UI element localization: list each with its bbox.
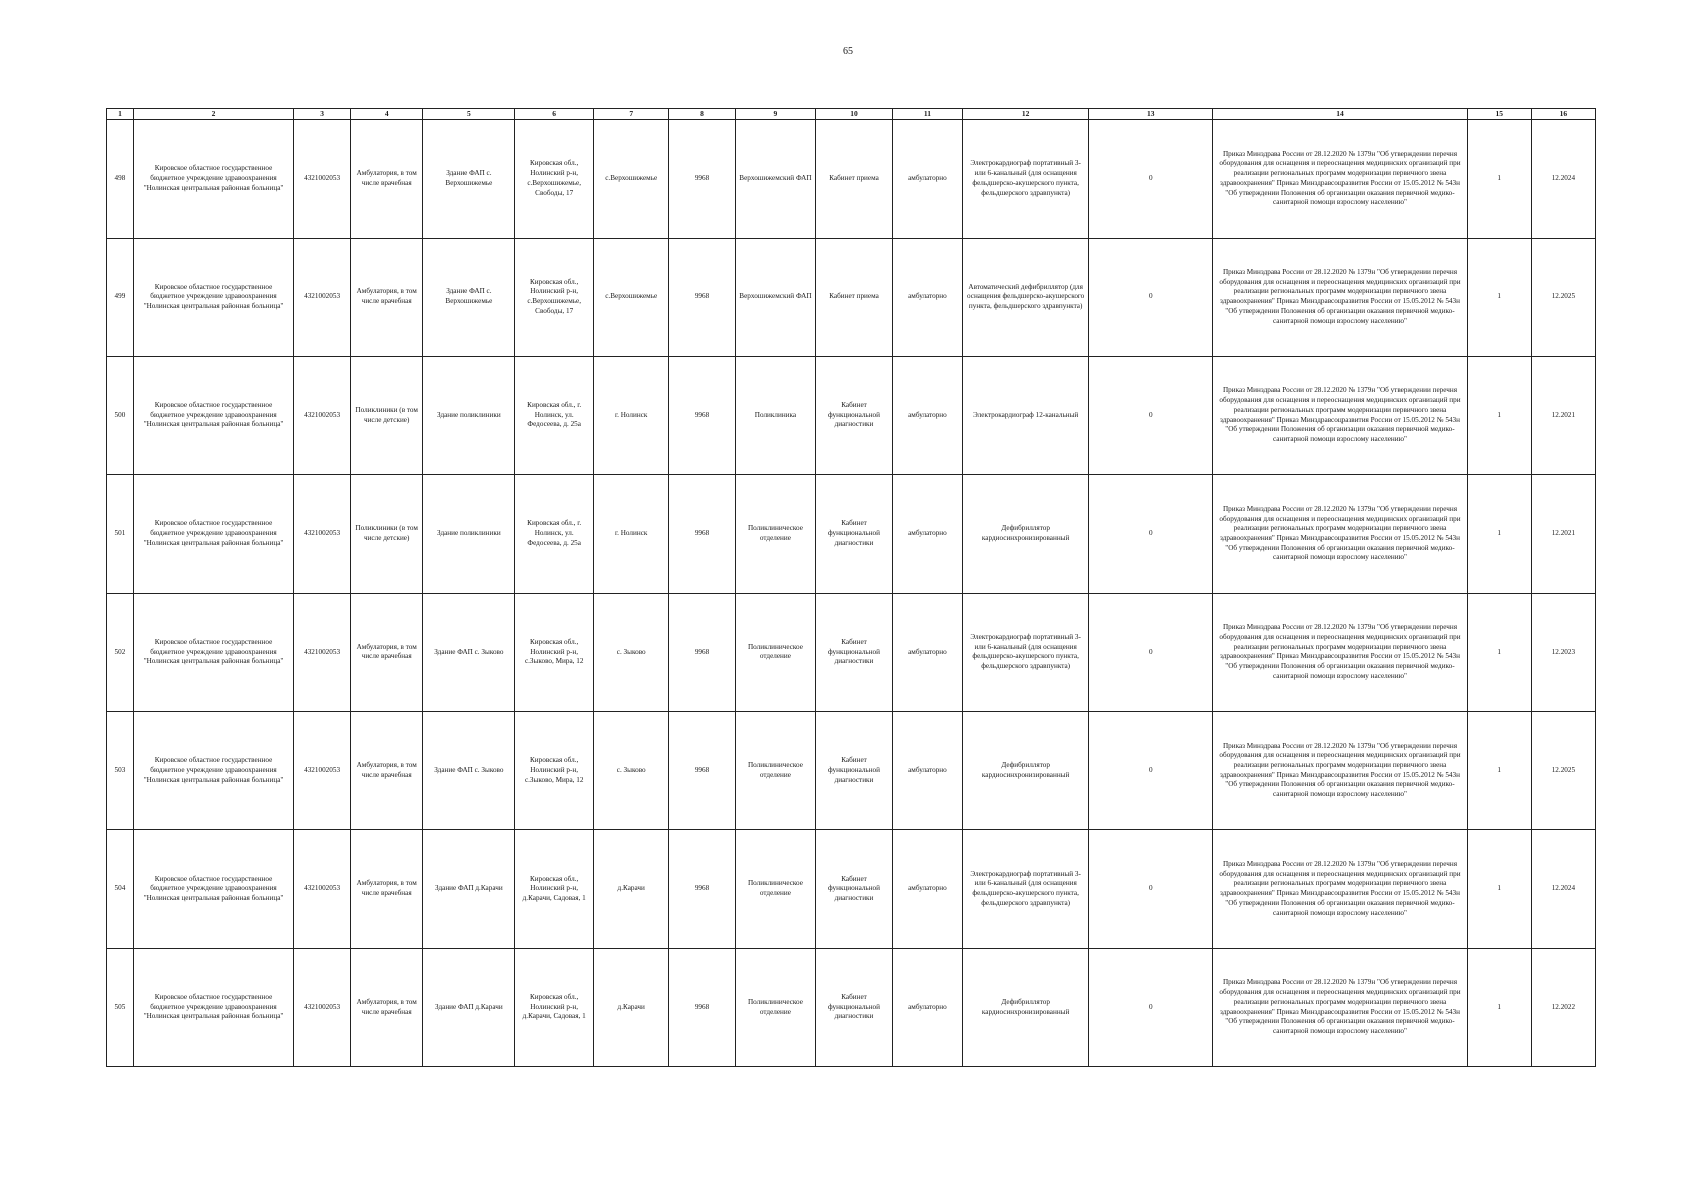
inn-cell: 4321002053 <box>294 593 351 711</box>
column-header: 10 <box>816 109 893 120</box>
settlement-cell: с. Зыково <box>593 593 668 711</box>
quantity-cell: 1 <box>1467 120 1531 238</box>
column-header: 16 <box>1531 109 1595 120</box>
row-number: 501 <box>107 475 134 593</box>
address-cell: Кировская обл., Нолинский р-н, с.Зыково, Мира, 12 <box>515 593 594 711</box>
room-cell: Кабинет функциональной диагностики <box>816 475 893 593</box>
mode-cell: амбулаторно <box>892 948 962 1066</box>
unit-cell: Поликлиническое отделение <box>735 948 816 1066</box>
inn-cell: 4321002053 <box>294 475 351 593</box>
table-row <box>107 356 1596 474</box>
building-cell: Здание ФАП д.Карачи <box>423 830 515 948</box>
row-number: 500 <box>107 356 134 474</box>
room-cell: Кабинет функциональной диагностики <box>816 712 893 830</box>
address-cell: Кировская обл., Нолинский р-н, д.Карачи, Садовая, 1 <box>515 948 594 1066</box>
table-row <box>107 948 1596 1066</box>
facility-type-cell: Поликлиники (в том числе детские) <box>351 356 423 474</box>
table-row <box>107 712 1596 830</box>
facility-type-cell: Амбулатория, в том числе врачебная <box>351 238 423 356</box>
mode-cell: амбулаторно <box>892 830 962 948</box>
unit-cell: Верхошижемский ФАП <box>735 238 816 356</box>
organization-cell: Кировское областное государственное бюджетное учреждение здравоохранения "Нолинская центральная районная больница" <box>133 475 293 593</box>
organization-cell: Кировское областное государственное бюджетное учреждение здравоохранения "Нолинская центральная районная больница" <box>133 120 293 238</box>
legal-basis-cell: Приказ Минздрава России от 28.12.2020 № 1379н "Об утверждении перечня оборудования для оснащения и переоснащения медицинских организаций при реализации региональных программ модернизации первичного звена здравоохранения" Приказ Минздравсоцразвития России от 15.05.2012 № 543н "Об утверждении Положения об организации оказания первичной медико-санитарной помощи взрослому населению" <box>1213 356 1467 474</box>
row-number: 498 <box>107 120 134 238</box>
room-cell: Кабинет функциональной диагностики <box>816 830 893 948</box>
quantity-cell: 1 <box>1467 948 1531 1066</box>
quantity-cell: 1 <box>1467 475 1531 593</box>
room-cell: Кабинет функциональной диагностики <box>816 593 893 711</box>
mode-cell: амбулаторно <box>892 712 962 830</box>
inn-cell: 4321002053 <box>294 238 351 356</box>
quantity-cell: 1 <box>1467 830 1531 948</box>
mode-cell: амбулаторно <box>892 475 962 593</box>
row-number: 503 <box>107 712 134 830</box>
column-header: 14 <box>1213 109 1467 120</box>
equipment-cell: Электрокардиограф 12-канальный <box>963 356 1089 474</box>
inn-cell: 4321002053 <box>294 948 351 1066</box>
room-cell: Кабинет приема <box>816 120 893 238</box>
column-13-cell: 0 <box>1089 356 1213 474</box>
column-header: 11 <box>892 109 962 120</box>
header-row <box>107 109 1596 120</box>
unit-cell: Поликлиническое отделение <box>735 475 816 593</box>
row-number: 499 <box>107 238 134 356</box>
equipment-cell: Дефибриллятор кардиосинхронизированный <box>963 948 1089 1066</box>
building-cell: Здание ФАП с. Верхошижемье <box>423 120 515 238</box>
code-cell: 9968 <box>669 475 735 593</box>
equipment-table <box>106 108 1596 1067</box>
table-row <box>107 475 1596 593</box>
legal-basis-cell: Приказ Минздрава России от 28.12.2020 № 1379н "Об утверждении перечня оборудования для оснащения и переоснащения медицинских организаций при реализации региональных программ модернизации первичного звена здравоохранения" Приказ Минздравсоцразвития России от 15.05.2012 № 543н "Об утверждении Положения об организации оказания первичной медико-санитарной помощи взрослому населению" <box>1213 712 1467 830</box>
facility-type-cell: Амбулатория, в том числе врачебная <box>351 593 423 711</box>
column-header: 3 <box>294 109 351 120</box>
settlement-cell: с.Верхошижемье <box>593 120 668 238</box>
row-number: 504 <box>107 830 134 948</box>
address-cell: Кировская обл., Нолинский р-н, с.Верхошижемье, Свободы, 17 <box>515 120 594 238</box>
column-13-cell: 0 <box>1089 948 1213 1066</box>
column-13-cell: 0 <box>1089 712 1213 830</box>
date-cell: 12.2024 <box>1531 120 1595 238</box>
quantity-cell: 1 <box>1467 356 1531 474</box>
equipment-cell: Электрокардиограф портативный 3- или 6-канальный (для оснащения фельдшерско-акушерского пункта, фельдшерского здравпункта) <box>963 593 1089 711</box>
address-cell: Кировская обл., г. Нолинск, ул. Федосеева, д. 25а <box>515 356 594 474</box>
equipment-cell: Автоматический дефибриллятор (для оснащения фельдшерско-акушерского пункта, фельдшерского здравпункта) <box>963 238 1089 356</box>
column-13-cell: 0 <box>1089 830 1213 948</box>
table-row <box>107 238 1596 356</box>
facility-type-cell: Амбулатория, в том числе врачебная <box>351 712 423 830</box>
date-cell: 12.2021 <box>1531 356 1595 474</box>
code-cell: 9968 <box>669 593 735 711</box>
column-header: 12 <box>963 109 1089 120</box>
column-13-cell: 0 <box>1089 475 1213 593</box>
code-cell: 9968 <box>669 830 735 948</box>
date-cell: 12.2025 <box>1531 238 1595 356</box>
address-cell: Кировская обл., Нолинский р-н, с.Зыково, Мира, 12 <box>515 712 594 830</box>
facility-type-cell: Амбулатория, в том числе врачебная <box>351 948 423 1066</box>
address-cell: Кировская обл., г. Нолинск, ул. Федосеева, д. 25а <box>515 475 594 593</box>
organization-cell: Кировское областное государственное бюджетное учреждение здравоохранения "Нолинская центральная районная больница" <box>133 356 293 474</box>
table-row <box>107 830 1596 948</box>
date-cell: 12.2022 <box>1531 948 1595 1066</box>
mode-cell: амбулаторно <box>892 120 962 238</box>
column-header: 4 <box>351 109 423 120</box>
column-header: 15 <box>1467 109 1531 120</box>
row-number: 502 <box>107 593 134 711</box>
table-row <box>107 593 1596 711</box>
date-cell: 12.2021 <box>1531 475 1595 593</box>
facility-type-cell: Поликлиники (в том числе детские) <box>351 475 423 593</box>
code-cell: 9968 <box>669 948 735 1066</box>
room-cell: Кабинет приема <box>816 238 893 356</box>
column-header: 13 <box>1089 109 1213 120</box>
date-cell: 12.2023 <box>1531 593 1595 711</box>
room-cell: Кабинет функциональной диагностики <box>816 948 893 1066</box>
organization-cell: Кировское областное государственное бюджетное учреждение здравоохранения "Нолинская центральная районная больница" <box>133 238 293 356</box>
column-13-cell: 0 <box>1089 120 1213 238</box>
quantity-cell: 1 <box>1467 712 1531 830</box>
facility-type-cell: Амбулатория, в том числе врачебная <box>351 120 423 238</box>
column-header: 6 <box>515 109 594 120</box>
building-cell: Здание поликлиники <box>423 475 515 593</box>
building-cell: Здание ФАП д.Карачи <box>423 948 515 1066</box>
date-cell: 12.2024 <box>1531 830 1595 948</box>
inn-cell: 4321002053 <box>294 830 351 948</box>
legal-basis-cell: Приказ Минздрава России от 28.12.2020 № 1379н "Об утверждении перечня оборудования для оснащения и переоснащения медицинских организаций при реализации региональных программ модернизации первичного звена здравоохранения" Приказ Минздравсоцразвития России от 15.05.2012 № 543н "Об утверждении Положения об организации оказания первичной медико-санитарной помощи взрослому населению" <box>1213 475 1467 593</box>
unit-cell: Поликлиническое отделение <box>735 830 816 948</box>
column-header: 2 <box>133 109 293 120</box>
address-cell: Кировская обл., Нолинский р-н, с.Верхошижемье, Свободы, 17 <box>515 238 594 356</box>
settlement-cell: д.Карачи <box>593 830 668 948</box>
column-header: 5 <box>423 109 515 120</box>
unit-cell: Верхошижемский ФАП <box>735 120 816 238</box>
code-cell: 9968 <box>669 712 735 830</box>
legal-basis-cell: Приказ Минздрава России от 28.12.2020 № 1379н "Об утверждении перечня оборудования для оснащения и переоснащения медицинских организаций при реализации региональных программ модернизации первичного звена здравоохранения" Приказ Минздравсоцразвития России от 15.05.2012 № 543н "Об утверждении Положения об организации оказания первичной медико-санитарной помощи взрослому населению" <box>1213 238 1467 356</box>
inn-cell: 4321002053 <box>294 356 351 474</box>
column-header: 1 <box>107 109 134 120</box>
settlement-cell: с. Зыково <box>593 712 668 830</box>
mode-cell: амбулаторно <box>892 356 962 474</box>
legal-basis-cell: Приказ Минздрава России от 28.12.2020 № 1379н "Об утверждении перечня оборудования для оснащения и переоснащения медицинских организаций при реализации региональных программ модернизации первичного звена здравоохранения" Приказ Минздравсоцразвития России от 15.05.2012 № 543н "Об утверждении Положения об организации оказания первичной медико-санитарной помощи взрослому населению" <box>1213 948 1467 1066</box>
unit-cell: Поликлиника <box>735 356 816 474</box>
quantity-cell: 1 <box>1467 593 1531 711</box>
column-13-cell: 0 <box>1089 238 1213 356</box>
mode-cell: амбулаторно <box>892 593 962 711</box>
equipment-cell: Дефибриллятор кардиосинхронизированный <box>963 475 1089 593</box>
building-cell: Здание ФАП с. Зыково <box>423 593 515 711</box>
building-cell: Здание ФАП с. Зыково <box>423 712 515 830</box>
organization-cell: Кировское областное государственное бюджетное учреждение здравоохранения "Нолинская центральная районная больница" <box>133 593 293 711</box>
code-cell: 9968 <box>669 238 735 356</box>
inn-cell: 4321002053 <box>294 712 351 830</box>
code-cell: 9968 <box>669 120 735 238</box>
inn-cell: 4321002053 <box>294 120 351 238</box>
equipment-cell: Дефибриллятор кардиосинхронизированный <box>963 712 1089 830</box>
unit-cell: Поликлиническое отделение <box>735 593 816 711</box>
settlement-cell: г. Нолинск <box>593 475 668 593</box>
mode-cell: амбулаторно <box>892 238 962 356</box>
organization-cell: Кировское областное государственное бюджетное учреждение здравоохранения "Нолинская центральная районная больница" <box>133 712 293 830</box>
column-header: 7 <box>593 109 668 120</box>
code-cell: 9968 <box>669 356 735 474</box>
column-13-cell: 0 <box>1089 593 1213 711</box>
legal-basis-cell: Приказ Минздрава России от 28.12.2020 № 1379н "Об утверждении перечня оборудования для оснащения и переоснащения медицинских организаций при реализации региональных программ модернизации первичного звена здравоохранения" Приказ Минздравсоцразвития России от 15.05.2012 № 543н "Об утверждении Положения об организации оказания первичной медико-санитарной помощи взрослому населению" <box>1213 593 1467 711</box>
building-cell: Здание поликлиники <box>423 356 515 474</box>
unit-cell: Поликлиническое отделение <box>735 712 816 830</box>
page-number: 65 <box>843 46 853 57</box>
column-header: 9 <box>735 109 816 120</box>
column-header: 8 <box>669 109 735 120</box>
settlement-cell: г. Нолинск <box>593 356 668 474</box>
legal-basis-cell: Приказ Минздрава России от 28.12.2020 № 1379н "Об утверждении перечня оборудования для оснащения и переоснащения медицинских организаций при реализации региональных программ модернизации первичного звена здравоохранения" Приказ Минздравсоцразвития России от 15.05.2012 № 543н "Об утверждении Положения об организации оказания первичной медико-санитарной помощи взрослому населению" <box>1213 120 1467 238</box>
row-number: 505 <box>107 948 134 1066</box>
room-cell: Кабинет функциональной диагностики <box>816 356 893 474</box>
organization-cell: Кировское областное государственное бюджетное учреждение здравоохранения "Нолинская центральная районная больница" <box>133 948 293 1066</box>
table-row <box>107 120 1596 238</box>
organization-cell: Кировское областное государственное бюджетное учреждение здравоохранения "Нолинская центральная районная больница" <box>133 830 293 948</box>
quantity-cell: 1 <box>1467 238 1531 356</box>
settlement-cell: с.Верхошижемье <box>593 238 668 356</box>
equipment-cell: Электрокардиограф портативный 3- или 6-канальный (для оснащения фельдшерско-акушерского пункта, фельдшерского здравпункта) <box>963 830 1089 948</box>
address-cell: Кировская обл., Нолинский р-н, д.Карачи, Садовая, 1 <box>515 830 594 948</box>
building-cell: Здание ФАП с. Верхошижемье <box>423 238 515 356</box>
legal-basis-cell: Приказ Минздрава России от 28.12.2020 № 1379н "Об утверждении перечня оборудования для оснащения и переоснащения медицинских организаций при реализации региональных программ модернизации первичного звена здравоохранения" Приказ Минздравсоцразвития России от 15.05.2012 № 543н "Об утверждении Положения об организации оказания первичной медико-санитарной помощи взрослому населению" <box>1213 830 1467 948</box>
equipment-cell: Электрокардиограф портативный 3- или 6-канальный (для оснащения фельдшерско-акушерского пункта, фельдшерского здравпункта) <box>963 120 1089 238</box>
settlement-cell: д.Карачи <box>593 948 668 1066</box>
facility-type-cell: Амбулатория, в том числе врачебная <box>351 830 423 948</box>
date-cell: 12.2025 <box>1531 712 1595 830</box>
